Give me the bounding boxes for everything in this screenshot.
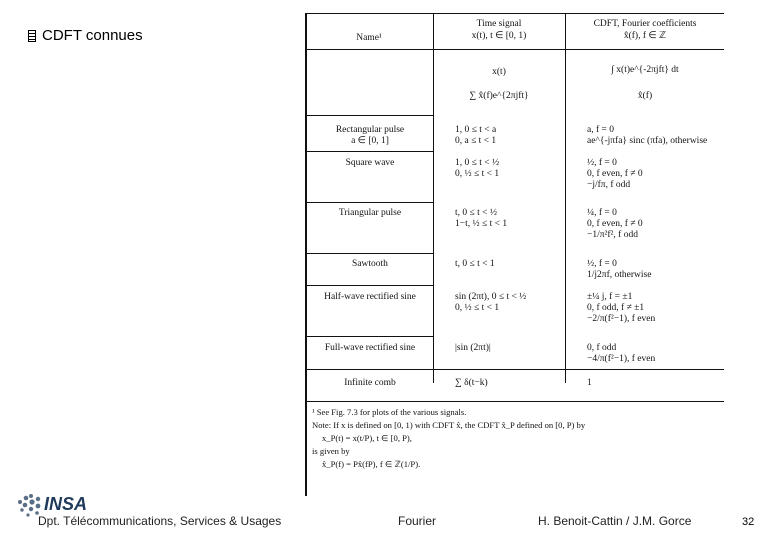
insa-logo-text: INSA: [44, 494, 88, 514]
header-name: Name¹: [356, 33, 382, 43]
table-col-divider-1: [433, 13, 434, 383]
table-rule-triangle: [305, 253, 433, 254]
table-rule-general: [305, 115, 433, 116]
row-name: Full-wave rectified sine: [324, 343, 416, 353]
row-name: Square wave: [345, 158, 395, 168]
row-time-signal: |sin (2πt)|: [455, 343, 491, 353]
row-time-signal: sin (2πt), 0 ≤ t < ½ 0, ½ ≤ t < 1: [455, 292, 527, 313]
note-line: x̂_P(f) = Px̂(fP), f ∈ ℤ(1/P).: [322, 458, 421, 469]
general-coeff-b: x̂(f): [637, 91, 653, 101]
footer-department: Dpt. Télécommunications, Services & Usages: [38, 514, 282, 528]
cdft-table-scan: [305, 13, 724, 496]
row-coefficients: 1: [587, 378, 592, 388]
row-name: Infinite comb: [344, 378, 396, 388]
row-coefficients: ¼, f = 0 0, f even, f ≠ 0 −1/π²f², f odd: [587, 208, 643, 240]
row-time-signal: t, 0 ≤ t < 1: [455, 259, 495, 269]
table-rule-sawtooth: [305, 285, 433, 286]
table-bottom-rule: [305, 401, 724, 402]
table-header-rule: [305, 49, 724, 50]
row-coefficients: a, f = 0 ae^{-jπfa} sinc (πfa), otherwise: [587, 125, 708, 146]
row-time-signal: t, 0 ≤ t < ½ 1−t, ½ ≤ t < 1: [455, 208, 508, 229]
table-top-border: [305, 13, 724, 14]
footer-topic: Fourier: [398, 514, 437, 528]
header-coefficients: CDFT, Fourier coefficients: [593, 19, 697, 29]
table-col-divider-2: [565, 13, 566, 383]
row-name: Rectangular pulse a ∈ [0, 1]: [335, 125, 405, 146]
row-name: Sawtooth: [352, 259, 388, 269]
table-notes: [312, 406, 717, 470]
table-left-border: [305, 13, 307, 496]
row-time-signal: 1, 0 ≤ t < ½ 0, ½ ≤ t < 1: [455, 158, 500, 179]
row-name: Triangular pulse: [338, 208, 402, 218]
row-time-signal: 1, 0 ≤ t < a 0, a ≤ t < 1: [455, 125, 497, 146]
note-line: is given by: [312, 445, 350, 456]
header-time-signal-domain: x(t), t ∈ [0, 1): [471, 31, 527, 41]
row-coefficients: ½, f = 0 1/j2πf, otherwise: [587, 259, 652, 280]
row-coefficients: 0, f odd −4/π(f²−1), f even: [587, 343, 656, 364]
note-line: Note: If x is defined on [0, 1) with CDFT x̂, the CDFT x̂_P defined on [0, P) by: [312, 419, 586, 430]
slide-title-block: [28, 27, 143, 44]
general-time-a: x(t): [492, 67, 506, 77]
page-number: 32: [742, 516, 755, 528]
row-coefficients: ½, f = 0 0, f even, f ≠ 0 −j/fπ, f odd: [587, 158, 643, 190]
table-rule-halfwave: [305, 336, 433, 337]
row-name: Half-wave rectified sine: [324, 292, 416, 302]
slide-bullet-icon: [28, 30, 36, 42]
footer-authors: H. Benoit-Cattin / J.M. Gorce: [538, 514, 692, 528]
table-rule-square: [305, 202, 433, 203]
slide-title: CDFT connues: [42, 27, 143, 44]
header-time-signal: Time signal: [476, 19, 522, 29]
table-rule-rect: [305, 151, 433, 152]
row-time-signal: ∑ δ(t−k): [455, 378, 488, 388]
table-rule-fullwave: [305, 369, 724, 370]
note-line: ¹ See Fig. 7.3 for plots of the various signals.: [312, 407, 467, 417]
general-coeff-a: ∫ x(t)e^{-2πjft} dt: [611, 65, 679, 75]
row-coefficients: ±¼ j, f = ±1 0, f odd, f ≠ ±1 −2/π(f²−1), f even: [587, 292, 656, 324]
general-time-b: ∑ x̂(f)e^{2πjft}: [469, 91, 529, 101]
header-coefficients-domain: x̂(f), f ∈ ℤ: [623, 31, 667, 41]
note-line: x_P(t) = x(t/P), t ∈ [0, P),: [322, 432, 412, 443]
